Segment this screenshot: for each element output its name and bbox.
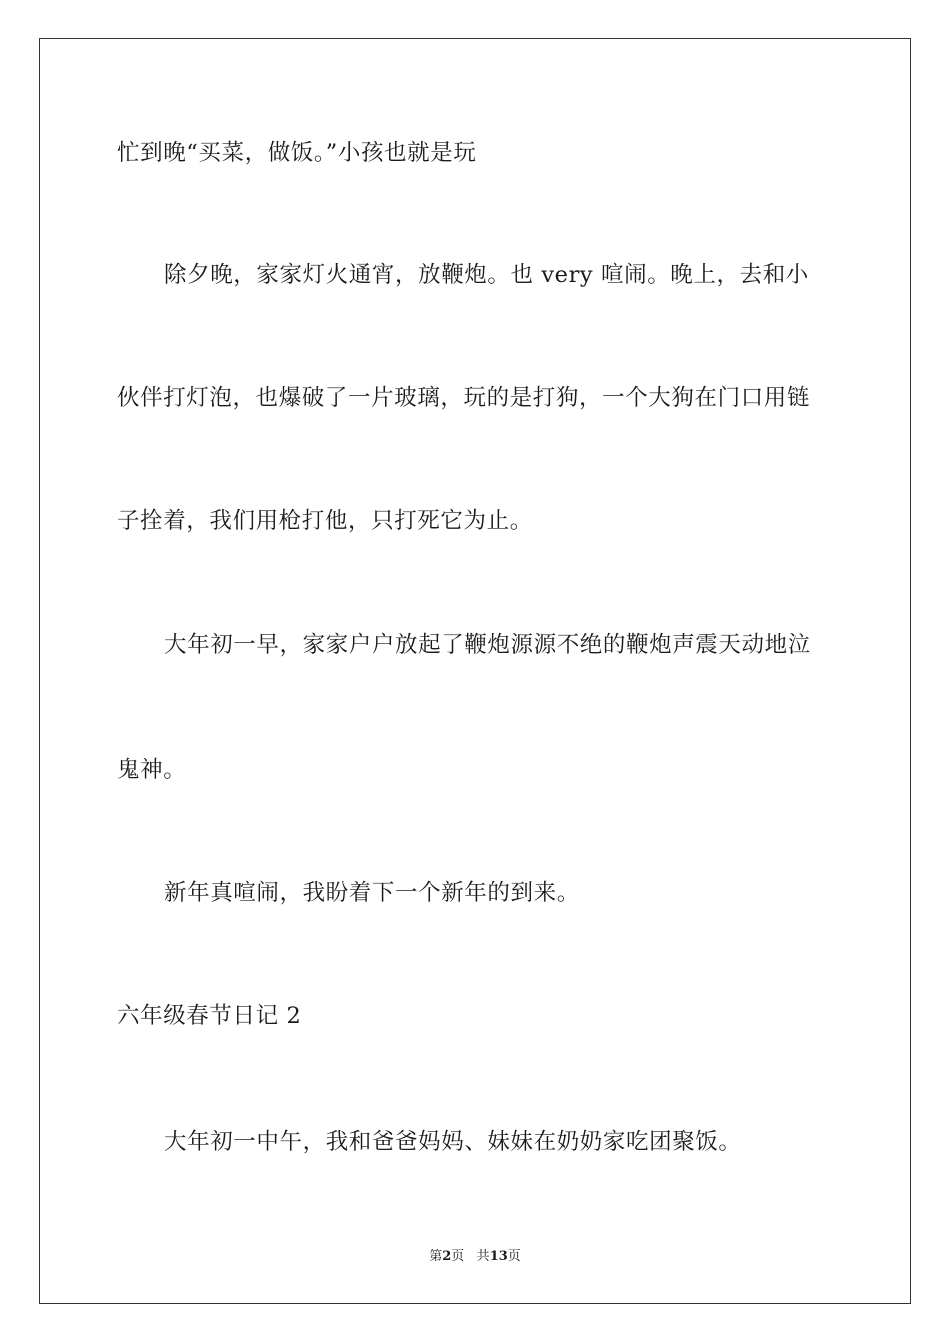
page-prefix: 第 xyxy=(429,1249,443,1264)
paragraph-diary-2: 大年初一中午，我和爸爸妈妈、妹妹在奶奶家吃团聚饭。 xyxy=(164,1129,742,1155)
paragraph-first-day: 大年初一早，家家户户放起了鞭炮源源不绝的鞭炮声震天动地泣 xyxy=(164,632,811,658)
paragraph-new-year-eve: 除夕晚，家家灯火通宵，放鞭炮。也 very 喧闹。晚上，去和小 xyxy=(164,262,809,288)
total-suffix: 页 xyxy=(507,1249,521,1264)
page-footer xyxy=(0,1248,950,1266)
text-line-4: 子拴着，我们用枪打他，只打死它为止。 xyxy=(117,508,533,534)
text-line-6: 鬼神。 xyxy=(117,757,187,783)
section-heading: 六年级春节日记 2 xyxy=(117,1003,302,1029)
page-border xyxy=(39,38,911,1304)
total-prefix: 共 xyxy=(476,1249,490,1264)
current-page-number: 2 xyxy=(442,1249,452,1264)
text-line-1: 忙到晚“买菜，做饭。”小孩也就是玩 xyxy=(117,140,477,166)
page-suffix: 页 xyxy=(451,1249,465,1264)
total-page-count: 13 xyxy=(489,1249,508,1264)
text-line-3: 伙伴打灯泡，也爆破了一片玻璃，玩的是打狗，一个大狗在门口用链 xyxy=(117,385,811,411)
paragraph-conclusion: 新年真喧闹，我盼着下一个新年的到来。 xyxy=(164,880,580,906)
